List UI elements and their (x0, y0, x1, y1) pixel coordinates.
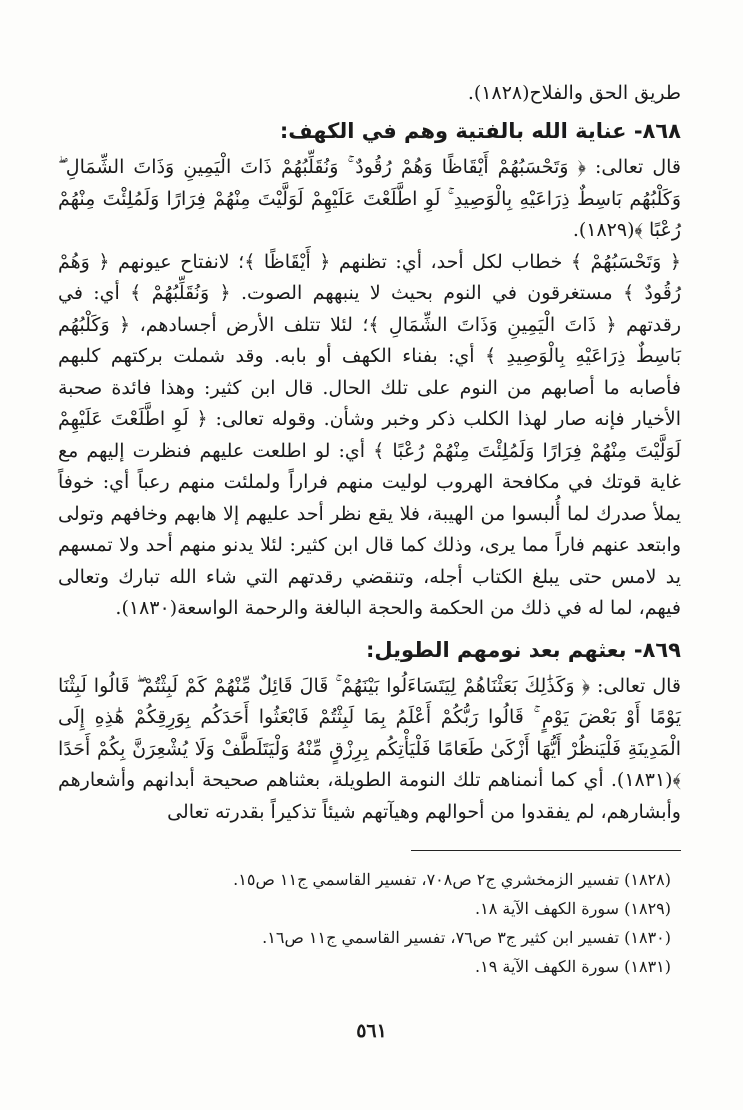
footnote-divider (411, 850, 681, 851)
section-heading-868: ٨٦٨- عناية الله بالفتية وهم في الكهف: (279, 119, 681, 143)
verse-paragraph-869: قال تعالى: ﴿ وَكَذَٰلِكَ بَعَثْنَاهُمْ لِيَتَسَاءَلُوا بَيْنَهُمْ ۚ قَالَ قَائِلٌ مِّنْهُمْ كَمْ لَبِثْتُمْ ۖ قَالُوا لَبِثْنَا يَوْمًا أَوْ بَعْضَ يَوْمٍ ۚ قَالُوا رَبُّكُمْ أَعْلَمُ بِمَا لَبِثْتُمْ فَابْعَثُوا أَحَدَكُم بِوَرِقِكُمْ هَٰذِهِ إِلَى الْمَدِينَةِ فَلْيَنظُرْ أَيُّهَا أَزْكَىٰ طَعَامًا فَلْيَأْتِكُم بِرِزْقٍ مِّنْهُ وَلْيَتَلَطَّفْ وَلَا يُشْعِرَنَّ بِكُمْ أَحَدًا ﴾(١٨٣١). أي كما أنمناهم تلك النومة الطويلة، بعثناهم صحيحة أبدانهم وأشعارهم وأبشارهم، لم يفقدوا من أحوالهم وهيآتهم شيئاً تذكيراً بقدرته تعالى (58, 674, 681, 823)
page-number: ٥٦١ (356, 1020, 387, 1042)
section-heading-869: ٨٦٩- بعثهم بعد نومهم الطويل: (365, 637, 681, 662)
commentary-paragraph-868: ﴿ وَتَحْسَبُهُمْ ﴾ خطاب لكل أحد، أي: تظنهم ﴿ أَيْقَاظًا ﴾؛ لانفتاح عيونهم ﴿ وَهُمْ رُقُودٌ ﴾ مستغرقون في النوم بحيث لا ينبههم الصوت. ﴿ وَنُقَلِّبُهُمْ ﴾ أي: في رقدتهم ﴿ ذَاتَ الْيَمِينِ وَذَاتَ الشِّمَالِ ﴾؛ لئلا تتلف الأرض أجسادهم، ﴿ وَكَلْبُهُم بَاسِطٌ ذِرَاعَيْهِ بِالْوَصِيدِ ﴾ أي: بفناء الكهف أو بابه. وقد شملت بركتهم كلبهم فأصابه ما أصابهم من النوم على تلك الحال. قال ابن كثير: وهذا فائدة صحبة الأخيار فإنه صار لهذا الكلب ذكر وخبر وشأن. وقوله تعالى: ﴿ لَوِ اطَّلَعْتَ عَلَيْهِمْ لَوَلَّيْتَ مِنْهُمْ فِرَارًا وَلَمُلِئْتَ مِنْهُمْ رُعْبًا ﴾ أي: لو اطلعت عليهم فنظرت إليهم مع غاية قوتك في مكافحة الهروب لوليت منهم فراراً ولملئت منهم رعباً أي: خوفاً يملأ صدرك لما أُلبسوا من الهيبة، فلا يقع نظر أحد عليهم إلا هابهم وخافهم وتولى وابتعد عنهم فاراً مما يرى، وذلك كما قال ابن كثير: لئلا يدنو منهم أحد ولا تمسهم يد لامس حتى يبلغ الكتاب أجله، وتنقضي رقدتهم التي شاء الله تبارك وتعالى فيهم، لما له في ذلك من الحكمة والحجة البالغة والرحمة الواسعة(١٨٣٠). (58, 250, 681, 619)
footnote-1828: (١٨٢٨) تفسير الزمخشري ج٢ ص٧٠٨، تفسير القاسمي ج١١ ص١٥. (233, 870, 671, 889)
footnote-1830: (١٨٣٠) تفسير ابن كثير ج٣ ص٧٦، تفسير القاسمي ج١١ ص١٦. (262, 928, 671, 947)
verse-paragraph-868: قال تعالى: ﴿ وَتَحْسَبُهُمْ أَيْقَاظًا وَهُمْ رُقُودٌ ۚ وَنُقَلِّبُهُمْ ذَاتَ الْيَمِينِ وَذَاتَ الشِّمَالِ ۖ وَكَلْبُهُم بَاسِطٌ ذِرَاعَيْهِ بِالْوَصِيدِ ۚ لَوِ اطَّلَعْتَ عَلَيْهِمْ لَوَلَّيْتَ مِنْهُمْ فِرَارًا وَلَمُلِئْتَ مِنْهُمْ رُعْبًا ﴾(١٨٢٩). (58, 156, 681, 241)
footnote-1831: (١٨٣١) سورة الكهف الآية ١٩. (475, 957, 671, 976)
footnote-1829: (١٨٢٩) سورة الكهف الآية ١٨. (475, 899, 671, 918)
continuation-line: طريق الحق والفلاح(١٨٢٨). (467, 82, 681, 104)
